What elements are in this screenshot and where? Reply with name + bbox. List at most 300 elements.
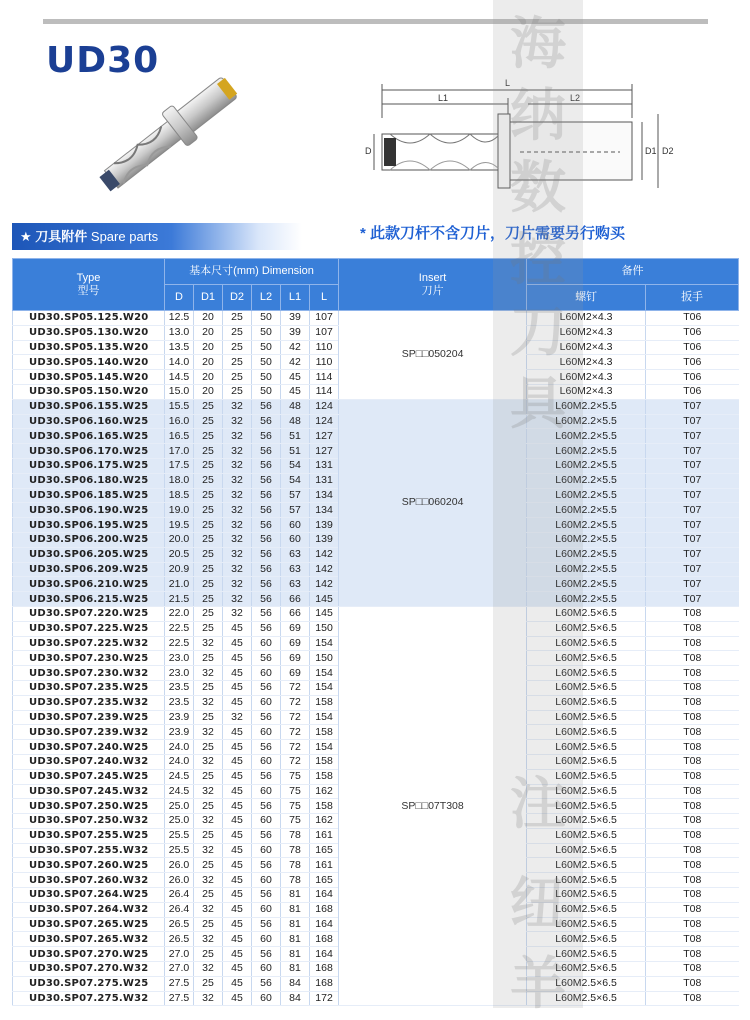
cell-type: UD30.SP06.165.W25 — [13, 429, 165, 444]
cell-d: 24.5 — [165, 784, 194, 799]
cell-wrench: T08 — [646, 636, 739, 651]
cell-wrench: T08 — [646, 828, 739, 843]
cell-d: 26.5 — [165, 932, 194, 947]
cell-d: 27.0 — [165, 947, 194, 962]
cell-l: 124 — [310, 399, 339, 414]
cell-d1: 25 — [194, 769, 223, 784]
cell-l: 127 — [310, 429, 339, 444]
cell-wrench: T07 — [646, 592, 739, 607]
insert-cn: 刀片 — [421, 284, 444, 297]
spec-table-wrap — [12, 258, 738, 1006]
cell-d2: 32 — [223, 592, 252, 607]
cell-wrench: T08 — [646, 843, 739, 858]
cell-wrench: T07 — [646, 547, 739, 562]
cell-l2: 60 — [252, 695, 281, 710]
col-L2: L2 — [252, 285, 281, 311]
cell-type: UD30.SP07.250.W32 — [13, 814, 165, 829]
cell-d: 25.0 — [165, 814, 194, 829]
cell-l: 168 — [310, 902, 339, 917]
cell-type: UD30.SP07.260.W25 — [13, 858, 165, 873]
cell-type: UD30.SP06.170.W25 — [13, 444, 165, 459]
insert-cell: SP□□07T308 — [339, 606, 527, 1006]
cell-d1: 25 — [194, 488, 223, 503]
cell-screw: L60M2.5×6.5 — [527, 695, 646, 710]
cell-wrench: T07 — [646, 414, 739, 429]
cell-d1: 32 — [194, 873, 223, 888]
cell-wrench: T06 — [646, 325, 739, 340]
cell-l1: 75 — [281, 814, 310, 829]
cell-screw: L60M2.5×6.5 — [527, 962, 646, 977]
cell-d1: 25 — [194, 858, 223, 873]
page-title: UD30 — [46, 40, 160, 81]
cell-screw: L60M2.5×6.5 — [527, 902, 646, 917]
cell-wrench: T08 — [646, 932, 739, 947]
cell-screw: L60M2.5×6.5 — [527, 606, 646, 621]
col-type-header — [13, 259, 165, 311]
cell-d1: 32 — [194, 902, 223, 917]
spare-parts-header — [12, 223, 302, 250]
cell-l: 145 — [310, 592, 339, 607]
cell-l2: 56 — [252, 399, 281, 414]
cell-l1: 81 — [281, 947, 310, 962]
cell-type: UD30.SP07.255.W32 — [13, 843, 165, 858]
cell-d2: 32 — [223, 488, 252, 503]
cell-d1: 32 — [194, 725, 223, 740]
cell-screw: L60M2.2×5.5 — [527, 488, 646, 503]
cell-l2: 50 — [252, 384, 281, 399]
cell-l2: 50 — [252, 325, 281, 340]
cell-l1: 81 — [281, 917, 310, 932]
cell-d1: 25 — [194, 458, 223, 473]
cell-d: 23.0 — [165, 666, 194, 681]
cell-d: 26.0 — [165, 873, 194, 888]
cell-wrench: T07 — [646, 444, 739, 459]
cell-screw: L60M2.2×5.5 — [527, 547, 646, 562]
cell-wrench: T07 — [646, 429, 739, 444]
cell-d: 26.5 — [165, 917, 194, 932]
cell-d: 26.4 — [165, 888, 194, 903]
cell-l2: 50 — [252, 355, 281, 370]
cell-wrench: T08 — [646, 947, 739, 962]
watermark-char: 刀 — [510, 300, 566, 365]
cell-type: UD30.SP06.215.W25 — [13, 592, 165, 607]
cell-type: UD30.SP06.200.W25 — [13, 532, 165, 547]
cell-d2: 45 — [223, 858, 252, 873]
cell-d: 26.0 — [165, 858, 194, 873]
cell-l2: 56 — [252, 473, 281, 488]
cell-d2: 32 — [223, 414, 252, 429]
cell-d: 27.5 — [165, 991, 194, 1006]
cell-l1: 42 — [281, 355, 310, 370]
cell-d2: 32 — [223, 444, 252, 459]
cell-screw: L60M2.5×6.5 — [527, 814, 646, 829]
cell-l: 139 — [310, 518, 339, 533]
cell-l1: 51 — [281, 429, 310, 444]
cell-l: 154 — [310, 636, 339, 651]
spec-table-body — [13, 311, 739, 1006]
cell-l2: 56 — [252, 429, 281, 444]
cell-l2: 56 — [252, 606, 281, 621]
cell-d: 22.0 — [165, 606, 194, 621]
cell-l: 142 — [310, 577, 339, 592]
cell-screw: L60M2.2×5.5 — [527, 592, 646, 607]
cell-d: 13.5 — [165, 340, 194, 355]
cell-screw: L60M2.5×6.5 — [527, 769, 646, 784]
cell-l2: 60 — [252, 873, 281, 888]
cell-wrench: T07 — [646, 503, 739, 518]
drill-tool-image — [78, 70, 258, 200]
cell-wrench: T08 — [646, 799, 739, 814]
cell-screw: L60M2.5×6.5 — [527, 888, 646, 903]
cell-wrench: T06 — [646, 355, 739, 370]
cell-screw: L60M2×4.3 — [527, 311, 646, 326]
cell-l: 168 — [310, 932, 339, 947]
cell-l2: 60 — [252, 666, 281, 681]
cell-d1: 25 — [194, 577, 223, 592]
cell-d: 21.5 — [165, 592, 194, 607]
cell-d: 27.5 — [165, 976, 194, 991]
cell-d2: 32 — [223, 577, 252, 592]
cell-d1: 25 — [194, 562, 223, 577]
cell-d1: 25 — [194, 532, 223, 547]
cell-d: 25.5 — [165, 828, 194, 843]
cell-screw: L60M2.5×6.5 — [527, 621, 646, 636]
cell-d: 22.5 — [165, 621, 194, 636]
cell-l2: 60 — [252, 754, 281, 769]
cell-d1: 25 — [194, 547, 223, 562]
cell-l1: 42 — [281, 340, 310, 355]
cell-type: UD30.SP05.130.W20 — [13, 325, 165, 340]
cell-screw: L60M2.5×6.5 — [527, 740, 646, 755]
cell-screw: L60M2×4.3 — [527, 340, 646, 355]
cell-d1: 32 — [194, 636, 223, 651]
cell-l: 164 — [310, 947, 339, 962]
cell-wrench: T08 — [646, 621, 739, 636]
cell-wrench: T07 — [646, 518, 739, 533]
cell-wrench: T08 — [646, 710, 739, 725]
cell-l2: 50 — [252, 340, 281, 355]
cell-l1: 75 — [281, 799, 310, 814]
cell-l: 158 — [310, 769, 339, 784]
cell-d2: 45 — [223, 814, 252, 829]
cell-d1: 25 — [194, 947, 223, 962]
cell-l1: 57 — [281, 488, 310, 503]
cell-l: 134 — [310, 488, 339, 503]
cell-l1: 72 — [281, 680, 310, 695]
cell-wrench: T08 — [646, 754, 739, 769]
cell-l1: 45 — [281, 370, 310, 385]
cell-d1: 25 — [194, 710, 223, 725]
cell-type: UD30.SP05.140.W20 — [13, 355, 165, 370]
watermark-char: 具 — [510, 372, 566, 437]
insert-cell: SP□□050204 — [339, 311, 527, 400]
cell-d1: 32 — [194, 814, 223, 829]
cell-l2: 56 — [252, 858, 281, 873]
cell-l1: 39 — [281, 311, 310, 326]
cell-screw: L60M2.5×6.5 — [527, 799, 646, 814]
cell-wrench: T08 — [646, 991, 739, 1006]
cell-d1: 25 — [194, 399, 223, 414]
cell-l: 161 — [310, 858, 339, 873]
cell-type: UD30.SP07.230.W25 — [13, 651, 165, 666]
cell-d: 24.5 — [165, 769, 194, 784]
cell-d2: 45 — [223, 888, 252, 903]
cell-screw: L60M2.2×5.5 — [527, 473, 646, 488]
cell-l1: 81 — [281, 962, 310, 977]
cell-d: 19.0 — [165, 503, 194, 518]
cell-d: 18.0 — [165, 473, 194, 488]
cell-l: 158 — [310, 725, 339, 740]
cell-d: 15.0 — [165, 384, 194, 399]
cell-d2: 45 — [223, 917, 252, 932]
cell-type: UD30.SP07.225.W32 — [13, 636, 165, 651]
cell-l1: 51 — [281, 444, 310, 459]
dim-D2-label: D2 — [662, 146, 674, 156]
cell-d2: 45 — [223, 843, 252, 858]
cell-l1: 63 — [281, 577, 310, 592]
cell-d2: 25 — [223, 311, 252, 326]
cell-d: 17.0 — [165, 444, 194, 459]
cell-wrench: T08 — [646, 858, 739, 873]
cell-wrench: T08 — [646, 725, 739, 740]
cell-wrench: T08 — [646, 680, 739, 695]
cell-l2: 56 — [252, 518, 281, 533]
dim-D-label: D — [365, 146, 372, 156]
cell-wrench: T08 — [646, 606, 739, 621]
cell-d: 26.4 — [165, 902, 194, 917]
cell-screw: L60M2.5×6.5 — [527, 843, 646, 858]
cell-screw: L60M2.5×6.5 — [527, 651, 646, 666]
cell-d2: 32 — [223, 458, 252, 473]
cell-d2: 32 — [223, 562, 252, 577]
cell-l2: 56 — [252, 947, 281, 962]
cell-d1: 25 — [194, 799, 223, 814]
cell-l2: 56 — [252, 740, 281, 755]
cell-l2: 56 — [252, 577, 281, 592]
cell-l1: 66 — [281, 592, 310, 607]
cell-l: 154 — [310, 710, 339, 725]
cell-l1: 81 — [281, 888, 310, 903]
cell-l: 114 — [310, 370, 339, 385]
cell-l2: 56 — [252, 888, 281, 903]
cell-l: 142 — [310, 547, 339, 562]
cell-l: 107 — [310, 311, 339, 326]
cell-screw: L60M2.5×6.5 — [527, 725, 646, 740]
cell-d: 24.0 — [165, 740, 194, 755]
cell-type: UD30.SP07.265.W25 — [13, 917, 165, 932]
cell-screw: L60M2.2×5.5 — [527, 444, 646, 459]
cell-type: UD30.SP06.160.W25 — [13, 414, 165, 429]
cell-d2: 45 — [223, 695, 252, 710]
cell-l2: 60 — [252, 962, 281, 977]
col-D: D — [165, 285, 194, 311]
cell-d2: 32 — [223, 503, 252, 518]
cell-d: 27.0 — [165, 962, 194, 977]
cell-screw: L60M2.2×5.5 — [527, 518, 646, 533]
cell-d1: 25 — [194, 740, 223, 755]
cell-type: UD30.SP06.185.W25 — [13, 488, 165, 503]
cell-screw: L60M2.2×5.5 — [527, 577, 646, 592]
cell-l1: 69 — [281, 636, 310, 651]
watermark-char: 纽 — [510, 872, 566, 937]
cell-l: 139 — [310, 532, 339, 547]
cell-screw: L60M2.2×5.5 — [527, 429, 646, 444]
cell-type: UD30.SP07.235.W25 — [13, 680, 165, 695]
cell-l1: 48 — [281, 399, 310, 414]
cell-type: UD30.SP06.210.W25 — [13, 577, 165, 592]
cell-l1: 63 — [281, 547, 310, 562]
cell-type: UD30.SP07.235.W32 — [13, 695, 165, 710]
section-label-en: Spare parts — [90, 229, 159, 244]
cell-l: 150 — [310, 651, 339, 666]
cell-type: UD30.SP07.270.W32 — [13, 962, 165, 977]
cell-type: UD30.SP07.275.W25 — [13, 976, 165, 991]
cell-l2: 56 — [252, 917, 281, 932]
cell-d: 23.9 — [165, 710, 194, 725]
cell-d: 25.0 — [165, 799, 194, 814]
cell-d1: 20 — [194, 340, 223, 355]
cell-screw: L60M2×4.3 — [527, 325, 646, 340]
cell-l2: 56 — [252, 592, 281, 607]
cell-d: 16.5 — [165, 429, 194, 444]
cell-l1: 69 — [281, 621, 310, 636]
cell-l1: 45 — [281, 384, 310, 399]
cell-wrench: T08 — [646, 814, 739, 829]
cell-type: UD30.SP07.264.W25 — [13, 888, 165, 903]
cell-d: 16.0 — [165, 414, 194, 429]
cell-d: 14.5 — [165, 370, 194, 385]
cell-l1: 66 — [281, 606, 310, 621]
cell-d: 18.5 — [165, 488, 194, 503]
table-row — [13, 606, 739, 621]
cell-l: 110 — [310, 355, 339, 370]
cell-d: 25.5 — [165, 843, 194, 858]
cell-wrench: T08 — [646, 917, 739, 932]
cell-l1: 75 — [281, 769, 310, 784]
cell-l2: 56 — [252, 488, 281, 503]
cell-d1: 25 — [194, 473, 223, 488]
cell-type: UD30.SP05.145.W20 — [13, 370, 165, 385]
cell-type: UD30.SP06.209.W25 — [13, 562, 165, 577]
cell-l: 158 — [310, 695, 339, 710]
cell-l2: 60 — [252, 814, 281, 829]
cell-wrench: T08 — [646, 902, 739, 917]
cell-d2: 45 — [223, 799, 252, 814]
insert-cell: SP□□060204 — [339, 399, 527, 606]
cell-l: 150 — [310, 621, 339, 636]
cell-screw: L60M2.5×6.5 — [527, 991, 646, 1006]
cell-d: 14.0 — [165, 355, 194, 370]
cell-l: 158 — [310, 799, 339, 814]
cell-d2: 45 — [223, 962, 252, 977]
cell-l2: 60 — [252, 725, 281, 740]
cell-d1: 25 — [194, 592, 223, 607]
watermark-char: 羊 — [510, 952, 566, 1017]
cell-type: UD30.SP06.205.W25 — [13, 547, 165, 562]
cell-l1: 69 — [281, 651, 310, 666]
cell-wrench: T08 — [646, 976, 739, 991]
cell-d: 19.5 — [165, 518, 194, 533]
cell-d1: 25 — [194, 606, 223, 621]
col-L: L — [310, 285, 339, 311]
spare-header: 备件 — [527, 259, 739, 285]
cell-d2: 32 — [223, 399, 252, 414]
cell-d2: 45 — [223, 636, 252, 651]
cell-l1: 54 — [281, 458, 310, 473]
cell-d1: 32 — [194, 932, 223, 947]
cell-d1: 25 — [194, 917, 223, 932]
cell-l: 161 — [310, 828, 339, 843]
cell-d2: 45 — [223, 873, 252, 888]
col-L1: L1 — [281, 285, 310, 311]
cell-d1: 25 — [194, 444, 223, 459]
cell-l: 110 — [310, 340, 339, 355]
cell-type: UD30.SP07.245.W32 — [13, 784, 165, 799]
watermark-char: 控 — [510, 228, 566, 293]
cell-d2: 32 — [223, 518, 252, 533]
cell-d1: 25 — [194, 503, 223, 518]
cell-screw: L60M2×4.3 — [527, 355, 646, 370]
cell-d: 12.5 — [165, 311, 194, 326]
cell-screw: L60M2.5×6.5 — [527, 932, 646, 947]
cell-l2: 50 — [252, 370, 281, 385]
cell-l: 164 — [310, 917, 339, 932]
cell-type: UD30.SP06.155.W25 — [13, 399, 165, 414]
cell-type: UD30.SP07.240.W32 — [13, 754, 165, 769]
cell-d: 23.5 — [165, 680, 194, 695]
cell-l: 145 — [310, 606, 339, 621]
cell-screw: L60M2.5×6.5 — [527, 873, 646, 888]
cell-l1: 78 — [281, 858, 310, 873]
cell-d2: 45 — [223, 932, 252, 947]
type-cn: 型号 — [77, 284, 100, 297]
type-en: Type — [76, 271, 101, 284]
table-row — [13, 311, 739, 326]
cell-screw: L60M2.5×6.5 — [527, 947, 646, 962]
cell-d: 23.5 — [165, 695, 194, 710]
cell-d2: 25 — [223, 355, 252, 370]
cell-d: 20.0 — [165, 532, 194, 547]
cell-screw: L60M2.5×6.5 — [527, 784, 646, 799]
cell-l1: 72 — [281, 710, 310, 725]
cell-screw: L60M2.5×6.5 — [527, 636, 646, 651]
cell-d: 23.9 — [165, 725, 194, 740]
table-row — [13, 399, 739, 414]
cell-d1: 32 — [194, 754, 223, 769]
cell-l1: 81 — [281, 932, 310, 947]
cell-l2: 56 — [252, 710, 281, 725]
cell-type: UD30.SP06.180.W25 — [13, 473, 165, 488]
cell-d2: 32 — [223, 547, 252, 562]
cell-type: UD30.SP07.230.W32 — [13, 666, 165, 681]
cell-screw: L60M2.2×5.5 — [527, 414, 646, 429]
cell-type: UD30.SP07.240.W25 — [13, 740, 165, 755]
cell-l1: 72 — [281, 740, 310, 755]
cell-l1: 81 — [281, 902, 310, 917]
cell-wrench: T07 — [646, 577, 739, 592]
cell-l1: 84 — [281, 976, 310, 991]
cell-l2: 56 — [252, 444, 281, 459]
cell-type: UD30.SP05.150.W20 — [13, 384, 165, 399]
cell-l2: 56 — [252, 503, 281, 518]
cell-d2: 32 — [223, 532, 252, 547]
cell-type: UD30.SP07.239.W25 — [13, 710, 165, 725]
cell-l: 172 — [310, 991, 339, 1006]
cell-d2: 32 — [223, 606, 252, 621]
cell-d: 15.5 — [165, 399, 194, 414]
col-screw: 螺钉 — [527, 285, 646, 311]
cell-d: 13.0 — [165, 325, 194, 340]
